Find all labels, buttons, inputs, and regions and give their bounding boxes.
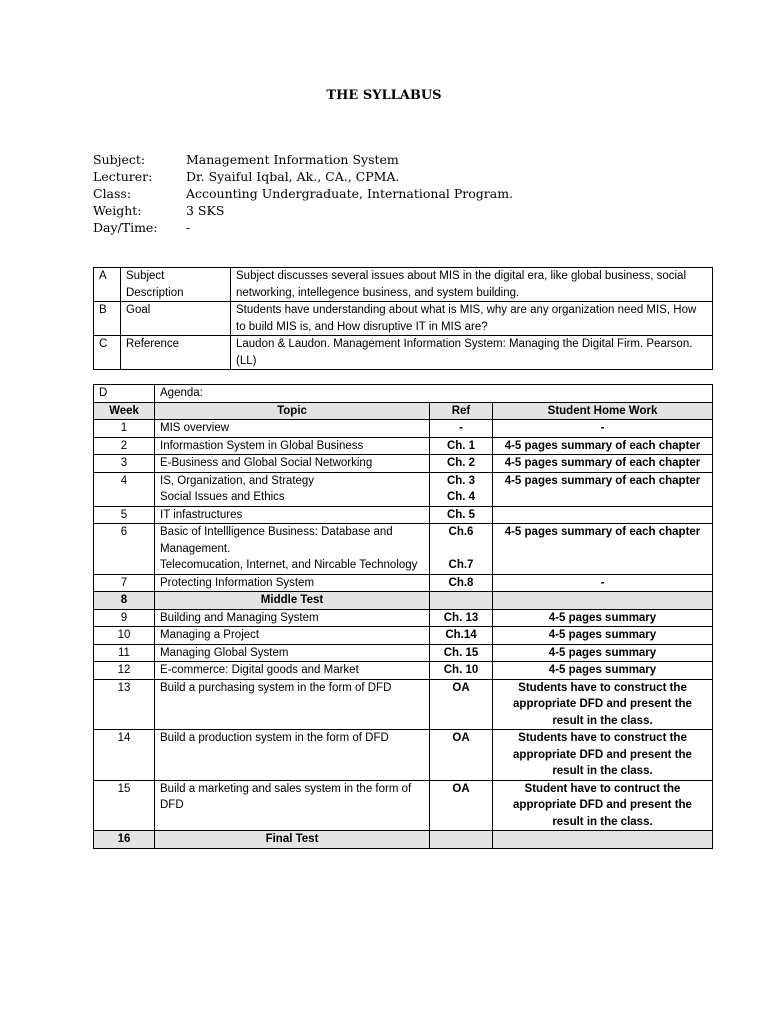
topic-text: Managing Global System [160, 646, 289, 659]
section-row-goal [94, 302, 713, 336]
ref-cell [430, 455, 493, 473]
week-cell: 8 [94, 592, 155, 610]
topic-cell [155, 730, 430, 781]
week-cell: 9 [94, 609, 155, 627]
homework-cell: 4-5 pages summary [493, 662, 713, 680]
table-row [94, 592, 713, 610]
topic-text: Build a production system in the form of DFD [160, 732, 389, 744]
section-text: Subject discusses several issues about MIS in the digital era, like global business, social networking, intellegence business, and system building. [231, 268, 713, 302]
ref-cell [430, 506, 493, 524]
info-value: - [186, 220, 191, 235]
info-row-class [93, 185, 513, 202]
ref-text: OA [452, 732, 470, 744]
ref-cell [430, 831, 493, 849]
topic-cell [155, 506, 430, 524]
ref-text: OA [452, 782, 470, 795]
table-row [94, 662, 713, 680]
ref-text: Ch. 10 [443, 664, 479, 676]
topic-text: Managing a Project [160, 629, 260, 641]
topic-cell [155, 592, 430, 610]
ref-cell [430, 609, 493, 627]
homework-header: Student Home Work [493, 402, 713, 420]
topic-text: E-commerce: Digital goods and Market [160, 664, 359, 676]
section-label: Reference [121, 336, 231, 370]
topic-text: Building and Managing System [160, 611, 319, 624]
info-row-subject [93, 151, 513, 168]
topic-cell [155, 609, 430, 627]
agenda-table [93, 384, 713, 849]
info-label: Subject: [93, 152, 146, 167]
week-cell: 1 [94, 420, 155, 438]
ref-cell [430, 644, 493, 662]
table-row [94, 472, 713, 506]
ref-cell [430, 472, 493, 506]
topic-text: Basic of Intellligence Business: Database and Management. [160, 526, 393, 555]
topic-cell [155, 437, 430, 455]
homework-cell: - [493, 420, 713, 438]
topic-cell [155, 524, 430, 575]
week-cell: 5 [94, 506, 155, 524]
course-info [93, 151, 513, 236]
ref-cell [430, 574, 493, 592]
homework-cell: 4-5 pages summary of each chapter [493, 437, 713, 455]
ref-text: Ch.14 [445, 629, 477, 641]
section-letter: D [94, 385, 155, 403]
week-cell: 6 [94, 524, 155, 575]
table-row [94, 730, 713, 781]
table-row [94, 644, 713, 662]
info-label: Weight: [93, 203, 142, 218]
info-label: Lecturer: [93, 169, 153, 184]
table-row [94, 679, 713, 730]
topic-text: Telecomucation, Internet, and Nircable Technology [160, 559, 418, 571]
topic-text: Protecting Information System [160, 576, 315, 589]
ref-text: Ch. 1 [446, 439, 476, 452]
table-row [94, 506, 713, 524]
topic-cell [155, 574, 430, 592]
table-row [94, 524, 713, 575]
topic-text: IS, Organization, and Strategy [160, 474, 315, 487]
week-cell: 10 [94, 627, 155, 645]
table-row [94, 831, 713, 849]
topic-text: Social Issues and Ethics [160, 491, 285, 503]
syllabus-sections-table [93, 267, 713, 370]
ref-cell [430, 662, 493, 680]
ref-cell [430, 592, 493, 610]
info-value: 3 SKS [186, 203, 225, 218]
info-value: Dr. Syaiful Iqbal, Ak., CA., CPMA. [186, 169, 400, 184]
info-value: Management Information System [186, 152, 399, 167]
page-title: THE SYLLABUS [326, 88, 442, 103]
homework-cell [493, 506, 713, 524]
info-row-weight [93, 202, 513, 219]
topic-cell [155, 780, 430, 831]
ref-cell [430, 627, 493, 645]
agenda-header-row [94, 402, 713, 420]
homework-cell: Students have to construct the appropriate DFD and present the result in the class. [493, 679, 713, 730]
agenda-label-row [94, 385, 713, 403]
homework-cell: Students have to construct the appropriate DFD and present the result in the class. [493, 730, 713, 781]
topic-cell [155, 644, 430, 662]
ref-cell [430, 524, 493, 575]
section-row-description [94, 268, 713, 302]
week-cell: 13 [94, 679, 155, 730]
section-row-reference [94, 336, 713, 370]
table-row [94, 420, 713, 438]
info-value: Accounting Undergraduate, International Program. [186, 186, 514, 201]
week-cell: 4 [94, 472, 155, 506]
info-row-lecturer [93, 168, 513, 185]
ref-text: Ch. 5 [446, 508, 476, 521]
ref-cell [430, 780, 493, 831]
ref-text: Ch. 3 [446, 474, 476, 487]
homework-cell [493, 592, 713, 610]
table-row [94, 437, 713, 455]
topic-header: Topic [155, 402, 430, 420]
topic-cell [155, 831, 430, 849]
section-letter: C [94, 336, 121, 370]
table-row [94, 780, 713, 831]
week-header: Week [94, 402, 155, 420]
homework-cell: Student have to contruct the appropriate DFD and present the result in the class. [493, 780, 713, 831]
ref-text: Ch. 4 [446, 491, 476, 503]
topic-cell [155, 420, 430, 438]
section-text: Students have understanding about what is MIS, why are any organization need MIS, How to build MIS is, and How disruptive IT in MIS are? [231, 302, 713, 336]
ref-text: - [459, 422, 463, 434]
week-cell: 16 [94, 831, 155, 849]
week-cell: 2 [94, 437, 155, 455]
week-cell: 11 [94, 644, 155, 662]
week-cell: 7 [94, 574, 155, 592]
week-cell: 15 [94, 780, 155, 831]
ref-cell [430, 679, 493, 730]
week-cell: 14 [94, 730, 155, 781]
topic-text: Final Test [265, 833, 319, 845]
section-letter: B [94, 302, 121, 336]
section-label: Subject Description [121, 268, 231, 302]
ref-text: Ch.8 [448, 576, 474, 589]
topic-cell [155, 662, 430, 680]
section-label: Goal [121, 302, 231, 336]
ref-header: Ref [430, 402, 493, 420]
ref-text: Ch. 15 [443, 646, 479, 659]
topic-cell [155, 472, 430, 506]
table-row [94, 609, 713, 627]
info-row-daytime [93, 219, 513, 236]
ref-cell [430, 437, 493, 455]
ref-cell [430, 420, 493, 438]
homework-cell: 4-5 pages summary of each chapter [493, 472, 713, 506]
topic-cell [155, 627, 430, 645]
topic-text: E-Business and Global Social Networking [160, 457, 373, 469]
ref-cell [430, 730, 493, 781]
ref-text: Ch.6 [448, 526, 474, 538]
topic-text: Build a purchasing system in the form of DFD [160, 681, 392, 694]
topic-cell [155, 455, 430, 473]
homework-cell: 4-5 pages summary [493, 627, 713, 645]
table-row [94, 455, 713, 473]
topic-text: Build a marketing and sales system in the form of DFD [160, 782, 412, 811]
homework-cell [493, 831, 713, 849]
ref-text: Ch.7 [448, 559, 474, 571]
homework-cell: 4-5 pages summary of each chapter [493, 455, 713, 473]
ref-text: Ch. 2 [446, 457, 476, 469]
homework-cell: 4-5 pages summary [493, 609, 713, 627]
topic-text: MIS overview [160, 422, 230, 434]
section-letter: A [94, 268, 121, 302]
homework-cell: 4-5 pages summary [493, 644, 713, 662]
agenda-label: Agenda: [155, 385, 713, 403]
table-row [94, 627, 713, 645]
topic-cell [155, 679, 430, 730]
table-row [94, 574, 713, 592]
ref-text: OA [452, 681, 470, 694]
topic-text: Informastion System in Global Business [160, 439, 364, 452]
info-label: Day/Time: [93, 220, 158, 235]
week-cell: 3 [94, 455, 155, 473]
topic-text: Middle Test [260, 594, 324, 606]
ref-text: Ch. 13 [443, 611, 479, 624]
topic-text: IT infastructures [160, 508, 243, 521]
section-text: Laudon & Laudon. Management Information System: Managing the Digital Firm. Pearson. (LL) [231, 336, 713, 370]
homework-cell: - [493, 574, 713, 592]
week-cell: 12 [94, 662, 155, 680]
homework-cell: 4-5 pages summary of each chapter [493, 524, 713, 575]
info-label: Class: [93, 186, 132, 201]
